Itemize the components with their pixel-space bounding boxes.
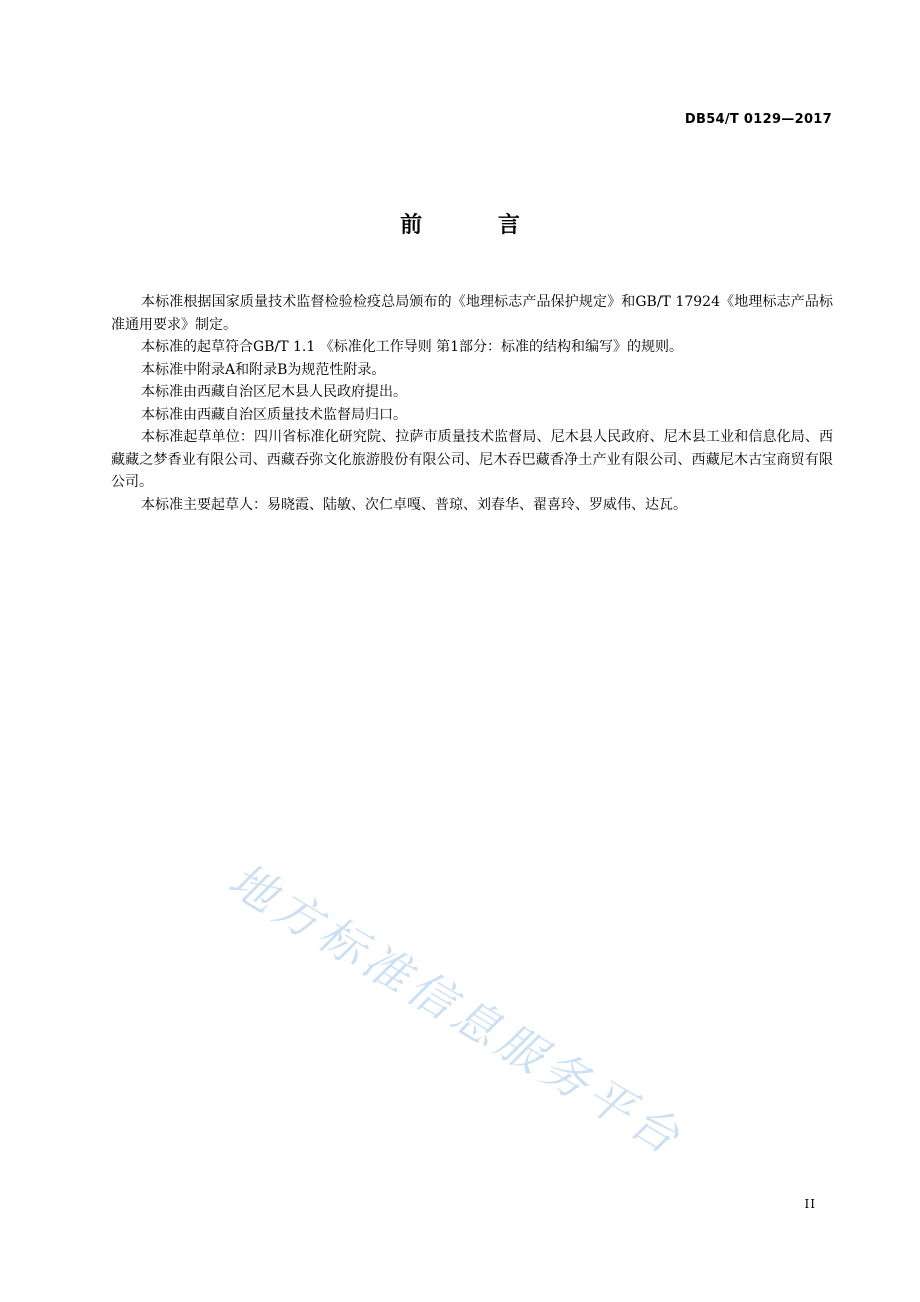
page-number: II bbox=[804, 1197, 816, 1211]
paragraph-proposed-by: 本标准由西藏自治区尼木县人民政府提出。 bbox=[141, 384, 407, 400]
watermark: 地方标准信息服务平台 bbox=[219, 852, 694, 1167]
paragraph-drafting-rules: 本标准的起草符合GB/T 1.1 《标准化工作导则 第1部分：标准的结构和编写》的规则。 bbox=[141, 339, 684, 355]
paragraph-drafters: 本标准主要起草人：易晓霞、陆敏、次仁卓嘎、普琼、刘春华、翟喜玲、罗威伟、达瓦。 bbox=[141, 496, 687, 513]
paragraph-appendix: 本标准中附录A和附录B为规范性附录。 bbox=[141, 361, 386, 378]
paragraph-basis: 本标准根据国家质量技术监督检验检疫总局颁布的《地理标志产品保护规定》和GB/T 17924《地理标志产品标准通用要求》制定。 bbox=[111, 294, 833, 333]
paragraph-administered-by: 本标准由西藏自治区质量技术监督局归口。 bbox=[141, 406, 407, 423]
foreword-body bbox=[111, 291, 833, 516]
section-title: 前 言 bbox=[400, 213, 554, 238]
standard-code: DB54/T 0129—2017 bbox=[684, 112, 832, 127]
paragraph-drafting-units: 本标准起草单位：四川省标准化研究院、拉萨市质量技术监督局、尼木县人民政府、尼木县工业和信息化局、西藏藏之梦香业有限公司、西藏吞弥文化旅游股份有限公司、尼木吞巴藏香净土产业有限公司、西藏尼木古宝商贸有限公司。 bbox=[111, 429, 833, 490]
